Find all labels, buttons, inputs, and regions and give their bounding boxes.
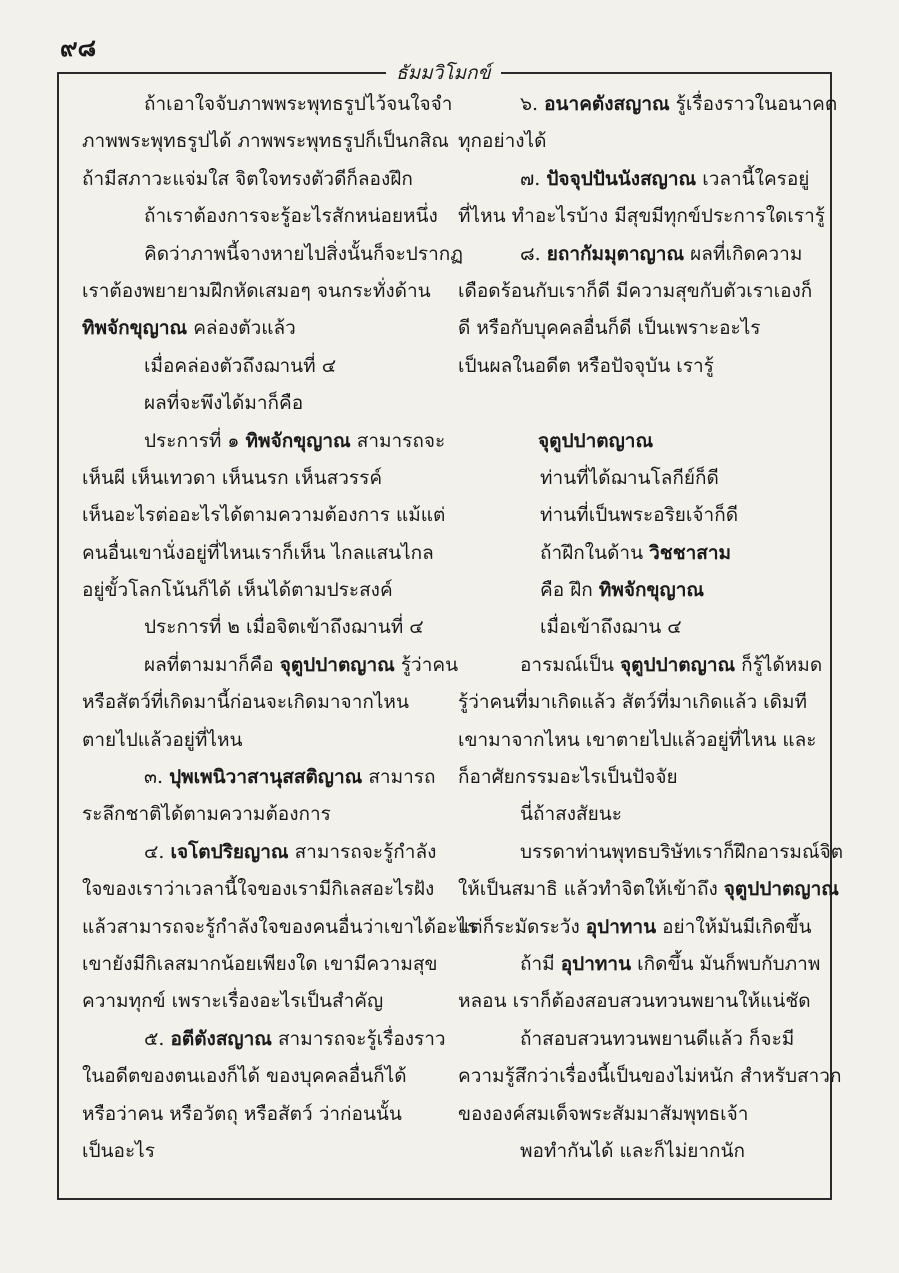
text-line: เมื่อเข้าถึงฌาน ๔ (540, 616, 682, 639)
section-heading: จุตูปปาตญาณ (538, 429, 654, 452)
text-line: เราต้องพยายามฝึกหัดเสมอๆ จนกระทั่งด้าน (82, 279, 431, 302)
bold-term: อุปาทาน (560, 952, 632, 975)
text-line (458, 572, 816, 609)
text-span: เกิดขึ้น มันก็พบกับภาพ (631, 952, 821, 975)
text-line (82, 834, 437, 871)
text-line: ดี หรือกับบุคคลอื่นก็ดี เป็นเพราะอะไร (458, 317, 761, 340)
text-line: ผลที่จะพึงได้มาก็คือ (144, 392, 304, 415)
text-line (82, 759, 434, 796)
text-line (82, 423, 446, 460)
text-line: เมื่อคล่องตัวถึงฌานที่ ๔ (144, 354, 337, 377)
text-line: หรือว่าคน หรือวัตถุ หรือสัตว์ ว่าก่อนนั้น (82, 1102, 402, 1125)
right-column (458, 86, 844, 1170)
text-line: คนอื่นเขานั่งอยู่ที่ไหนเราก็เห็น ไกลแสนไกล (82, 541, 434, 564)
text-line: เขายังมีกิเลสมากน้อยเพียงใด เขามีความสุข (82, 952, 438, 975)
text-span: แต่ก็ระมัดระวัง (458, 915, 586, 938)
bold-term: อตีตังสญาณ (170, 1027, 272, 1050)
text-line: นี่ถ้าสงสัยนะ (520, 803, 622, 826)
text-line: ขององค์สมเด็จพระสัมมาสัมพุทธเจ้า (458, 1102, 749, 1125)
text-span: คล่องตัวแล้ว (187, 317, 296, 340)
text-line: คิดว่าภาพนี้จางหายไปสิ่งนั้นก็จะปรากฏ (144, 242, 464, 265)
text-line: รู้ว่าคนที่มาเกิดแล้ว สัตว์ที่มาเกิดแล้ว เดิมที (458, 691, 808, 714)
text-span: ๕. (144, 1027, 171, 1050)
text-span: รู้ว่าคน (394, 653, 459, 676)
bold-term: ปัจจุปปันนังสญาณ (546, 167, 697, 190)
text-line (458, 385, 816, 422)
text-line: หรือสัตว์ที่เกิดมานี้ก่อนจะเกิดมาจากไหน (82, 691, 409, 714)
text-span: คือ ฝึก (540, 579, 599, 602)
text-line: ในอดีตของตนเองก็ได้ ของบุคคลอื่นก็ได้ (82, 1065, 407, 1088)
text-line: ระลึกชาติได้ตามความต้องการ (82, 803, 331, 826)
text-span: รู้เรื่องราวในอนาคต (669, 93, 838, 115)
text-line: ถ้าเอาใจจับภาพพระพุทธรูปไว้จนใจจำ (144, 93, 453, 115)
text-span: ผลที่เกิดความ (684, 242, 803, 265)
text-span: ถ้ามี (520, 952, 561, 975)
text-span: ก็รู้ได้หมด (735, 653, 823, 676)
text-span: ประการที่ ๑ (144, 429, 246, 452)
bold-term: จุตูปปาตญาณ (723, 878, 839, 901)
text-line (458, 909, 816, 946)
text-line: ความทุกข์ เพราะเรื่องอะไรเป็นสำคัญ (82, 990, 384, 1013)
text-line: ความรู้สึกว่าเรื่องนี้เป็นของไม่หนัก สำหรับสาวก (458, 1065, 842, 1088)
text-span: อย่าให้มันมีเกิดขึ้น (656, 915, 812, 938)
text-line: เห็นอะไรต่ออะไรได้ตามความต้องการ แม้แต่ (82, 504, 446, 527)
text-span: ๘. (520, 242, 547, 265)
bold-term: ปุพเพนิวาสานุสสติญาณ (169, 766, 363, 789)
text-line: เดือดร้อนกับเราก็ดี มีความสุขกับตัวเราเองก็ (458, 279, 813, 302)
text-line: เขามาจากไหน เขาตายไปแล้วอยู่ที่ไหน และ (458, 728, 817, 751)
bold-term: ทิพจักขุญาณ (245, 429, 351, 452)
text-line: ถ้ามีสภาวะแจ่มใส จิตใจทรงตัวดีก็ลองฝึก (82, 167, 413, 190)
text-line: แล้วสามารถจะรู้กำลังใจของคนอื่นว่าเขาได้อะไร (82, 915, 478, 938)
bold-term: วิชชาสาม (649, 541, 732, 564)
bold-term: อุปาทาน (585, 915, 657, 938)
bold-term: อนาคตังสญาณ (544, 93, 670, 115)
text-line (458, 86, 838, 123)
text-line: ทุกอย่างได้ (458, 130, 547, 153)
bold-term: ยถากัมมุตาญาณ (546, 242, 685, 265)
text-span: ๓. (144, 766, 170, 789)
text-line: ตายไปแล้วอยู่ที่ไหน (82, 728, 243, 751)
bold-term: จุตูปปาตญาณ (620, 653, 736, 676)
text-line (458, 236, 816, 273)
text-line: ถ้าเราต้องการจะรู้อะไรสักหน่อยหนึ่ง (144, 205, 438, 228)
text-span: สามารถ (362, 766, 436, 789)
text-line: ภาพพระพุทธรูปได้ ภาพพระพุทธรูปก็เป็นกสิณ (82, 130, 449, 153)
text-line: หลอน เราก็ต้องสอบสวนทวนพยานให้แน่ชัด (458, 990, 811, 1013)
text-span: ถ้าฝึกในด้าน (540, 541, 650, 564)
text-span: สามารถจะรู้กำลัง (288, 840, 437, 863)
left-column (82, 86, 478, 1170)
text-span: ให้เป็นสมาธิ แล้วทำจิตให้เข้าถึง (458, 878, 724, 901)
text-line (82, 647, 459, 684)
text-line: ท่านที่ได้ฌานโลกีย์ก็ดี (540, 466, 719, 489)
text-line: ประการที่ ๒ เมื่อจิตเข้าถึงฌานที่ ๔ (144, 616, 424, 639)
text-line: บรรดาท่านพุทธบริษัทเราก็ฝึกอารมณ์จิต (520, 840, 844, 863)
text-line: ท่านที่เป็นพระอริยเจ้าก็ดี (540, 504, 739, 527)
bold-term: ทิพจักขุญาณ (82, 317, 188, 340)
text-line: เห็นผี เห็นเทวดา เห็นนรก เห็นสวรรค์ (82, 466, 383, 489)
text-line: ใจของเราว่าเวลานี้ใจของเรามีกิเลสอะไรฝัง (82, 878, 435, 901)
text-span: สามารถจะรู้เรื่องราว (271, 1027, 446, 1050)
text-line (458, 946, 821, 983)
text-line: ถ้าสอบสวนทวนพยานดีแล้ว ก็จะมี (520, 1027, 795, 1050)
running-header: ธัมมวิโมกข์ (386, 58, 501, 88)
text-span: ๗. (520, 167, 547, 190)
text-span: ผลที่ตามมาก็คือ (144, 653, 280, 676)
text-line: ที่ไหน ทำอะไรบ้าง มีสุขมีทุกข์ประการใดเรารู้ (458, 205, 825, 228)
bold-term: ทิพจักขุญาณ (598, 579, 705, 602)
text-span: ๖. (520, 93, 545, 115)
text-line: ก็อาศัยกรรมอะไรเป็นปัจจัย (458, 766, 678, 789)
text-line (458, 161, 816, 198)
text-span: อารมณ์เป็น (520, 653, 621, 676)
text-line (458, 871, 839, 908)
text-line: พอทำกันได้ และก็ไม่ยากนัก (520, 1139, 746, 1162)
text-line (82, 310, 434, 347)
text-line (458, 535, 816, 572)
text-line: เป็นผลในอดีต หรือปัจจุบัน เรารู้ (458, 354, 714, 377)
bold-term: เจโตปริยญาณ (170, 840, 289, 863)
page-number: ๙๘ (60, 33, 97, 62)
text-line: เป็นอะไร (82, 1139, 155, 1162)
text-span: เวลานี้ใครอยู่ (696, 167, 810, 190)
text-span: ๔. (144, 840, 171, 863)
text-span: สามารถจะ (350, 429, 446, 452)
text-line (458, 647, 823, 684)
text-line: อยู่ขั้วโลกโน้นก็ได้ เห็นได้ตามประสงค์ (82, 579, 393, 602)
bold-term: จุตูปปาตญาณ (279, 653, 395, 676)
text-line (82, 1021, 446, 1058)
